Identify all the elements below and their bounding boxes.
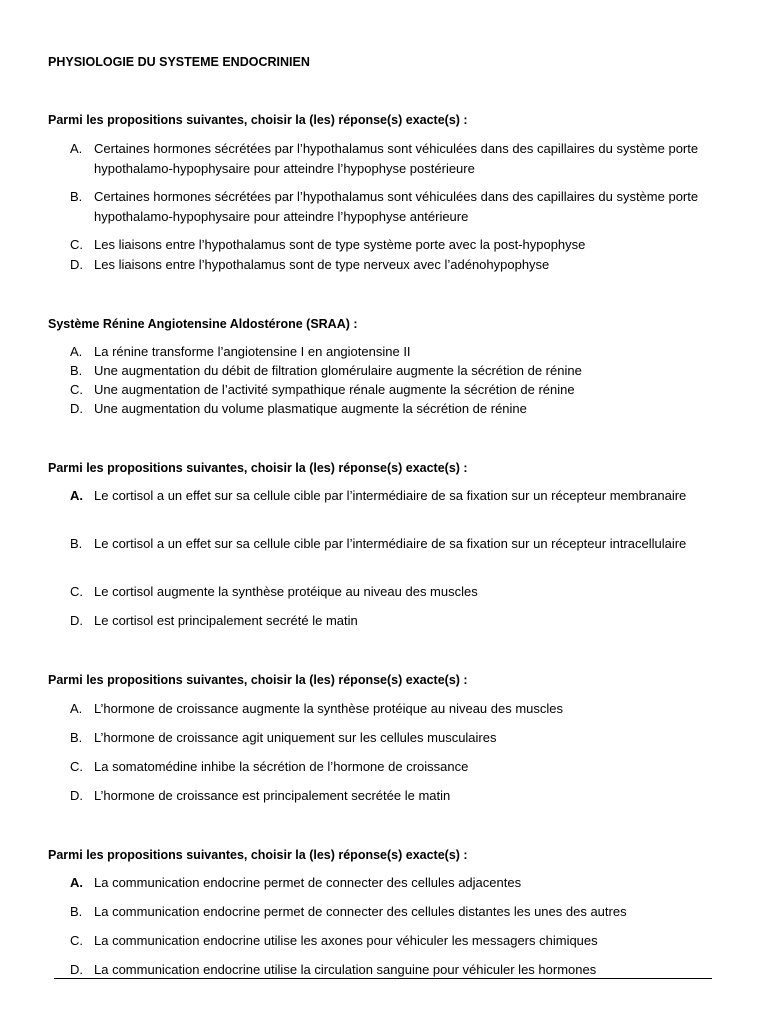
question-3 [48,460,718,628]
question-5 [48,847,718,977]
option-c [70,380,718,400]
option-text: Une augmentation du débit de filtration glomérulaire augmente la sécrétion de rénine [94,363,582,378]
option-a [70,699,718,719]
option-text: Une augmentation de l’activité sympathique rénale augmente la sécrétion de rénine [94,382,575,397]
option-text: Une augmentation du volume plasmatique augmente la sécrétion de rénine [94,401,527,416]
option-text: La communication endocrine utilise la circulation sanguine pour véhiculer les hormones [94,962,597,977]
question-4 [48,672,718,803]
option-letter: C. [70,759,83,774]
option-a [70,342,718,362]
option-text: Les liaisons entre l’hypothalamus sont de type système porte avec la post-hypophyse [94,237,586,252]
option-text: Certaines hormones sécrétées par l’hypothalamus sont véhiculées dans des capillaires du système porte hypothalamo-hypophysaire pour atteindre l’hypophyse postérieure [94,141,699,176]
option-letter: B. [70,189,83,204]
option-letter: A. [70,141,83,156]
option-letter: B. [70,363,83,378]
option-b [70,361,718,381]
option-d [70,255,718,275]
option-letter: A. [70,875,83,890]
option-letter: C. [70,584,83,599]
option-c [70,757,718,777]
question-heading: Parmi les propositions suivantes, choisir la (les) réponse(s) exacte(s) : [48,673,468,687]
option-letter: A. [70,701,83,716]
option-text: Le cortisol augmente la synthèse protéique au niveau des muscles [94,584,478,599]
option-text: Le cortisol est principalement secrété le matin [94,613,358,628]
option-text: La rénine transforme l’angiotensine I en angiotensine II [94,344,411,359]
option-letter: A. [70,344,83,359]
option-text: L’hormone de croissance est principalement secrétée le matin [94,788,451,803]
option-b [70,728,718,748]
option-letter: D. [70,613,83,628]
question-heading: Système Rénine Angiotensine Aldostérone (SRAA) : [48,317,358,331]
option-text: L’hormone de croissance agit uniquement sur les cellules musculaires [94,730,497,745]
option-text: Certaines hormones sécrétées par l’hypothalamus sont véhiculées dans des capillaires du système porte hypothalamo-hypophysaire pour atteindre l’hypophyse antérieure [94,189,699,224]
option-text: La communication endocrine permet de connecter des cellules adjacentes [94,875,522,890]
option-letter: B. [70,730,83,745]
option-d [70,786,718,806]
document-title: PHYSIOLOGIE DU SYSTEME ENDOCRINIEN [48,55,310,69]
option-letter: D. [70,257,83,272]
question-1 [48,112,718,272]
question-heading: Parmi les propositions suivantes, choisir la (les) réponse(s) exacte(s) : [48,461,468,475]
option-c [70,582,718,602]
option-text: La communication endocrine utilise les axones pour véhiculer les messagers chimiques [94,933,598,948]
option-letter: C. [70,237,83,252]
option-c [70,235,718,255]
question-2 [48,316,718,416]
option-letter: D. [70,962,83,977]
option-a [70,873,718,893]
question-heading: Parmi les propositions suivantes, choisir la (les) réponse(s) exacte(s) : [48,848,468,862]
option-letter: B. [70,536,83,551]
option-text: Le cortisol a un effet sur sa cellule cible par l’intermédiaire de sa fixation sur un récepteur intracellulaire [94,536,687,551]
option-text: Les liaisons entre l’hypothalamus sont de type nerveux avec l’adénohypophyse [94,257,550,272]
option-b [70,187,718,226]
option-b [70,902,718,922]
option-text: L’hormone de croissance augmente la synthèse protéique au niveau des muscles [94,701,564,716]
option-letter: B. [70,904,83,919]
option-letter: C. [70,382,83,397]
option-c [70,931,718,951]
option-a [70,486,718,506]
option-d [70,960,718,980]
option-letter: A. [70,488,83,503]
option-b [70,534,718,554]
option-text: Le cortisol a un effet sur sa cellule cible par l’intermédiaire de sa fixation sur un récepteur membranaire [94,488,687,503]
document-page [48,54,718,977]
option-letter: C. [70,933,83,948]
option-text: La communication endocrine permet de connecter des cellules distantes les unes des autres [94,904,627,919]
option-d [70,611,718,631]
question-heading: Parmi les propositions suivantes, choisir la (les) réponse(s) exacte(s) : [48,113,468,127]
option-a [70,139,718,178]
option-letter: D. [70,401,83,416]
option-text: La somatomédine inhibe la sécrétion de l’hormone de croissance [94,759,469,774]
option-letter: D. [70,788,83,803]
option-d [70,399,718,419]
footer-divider [54,978,712,979]
